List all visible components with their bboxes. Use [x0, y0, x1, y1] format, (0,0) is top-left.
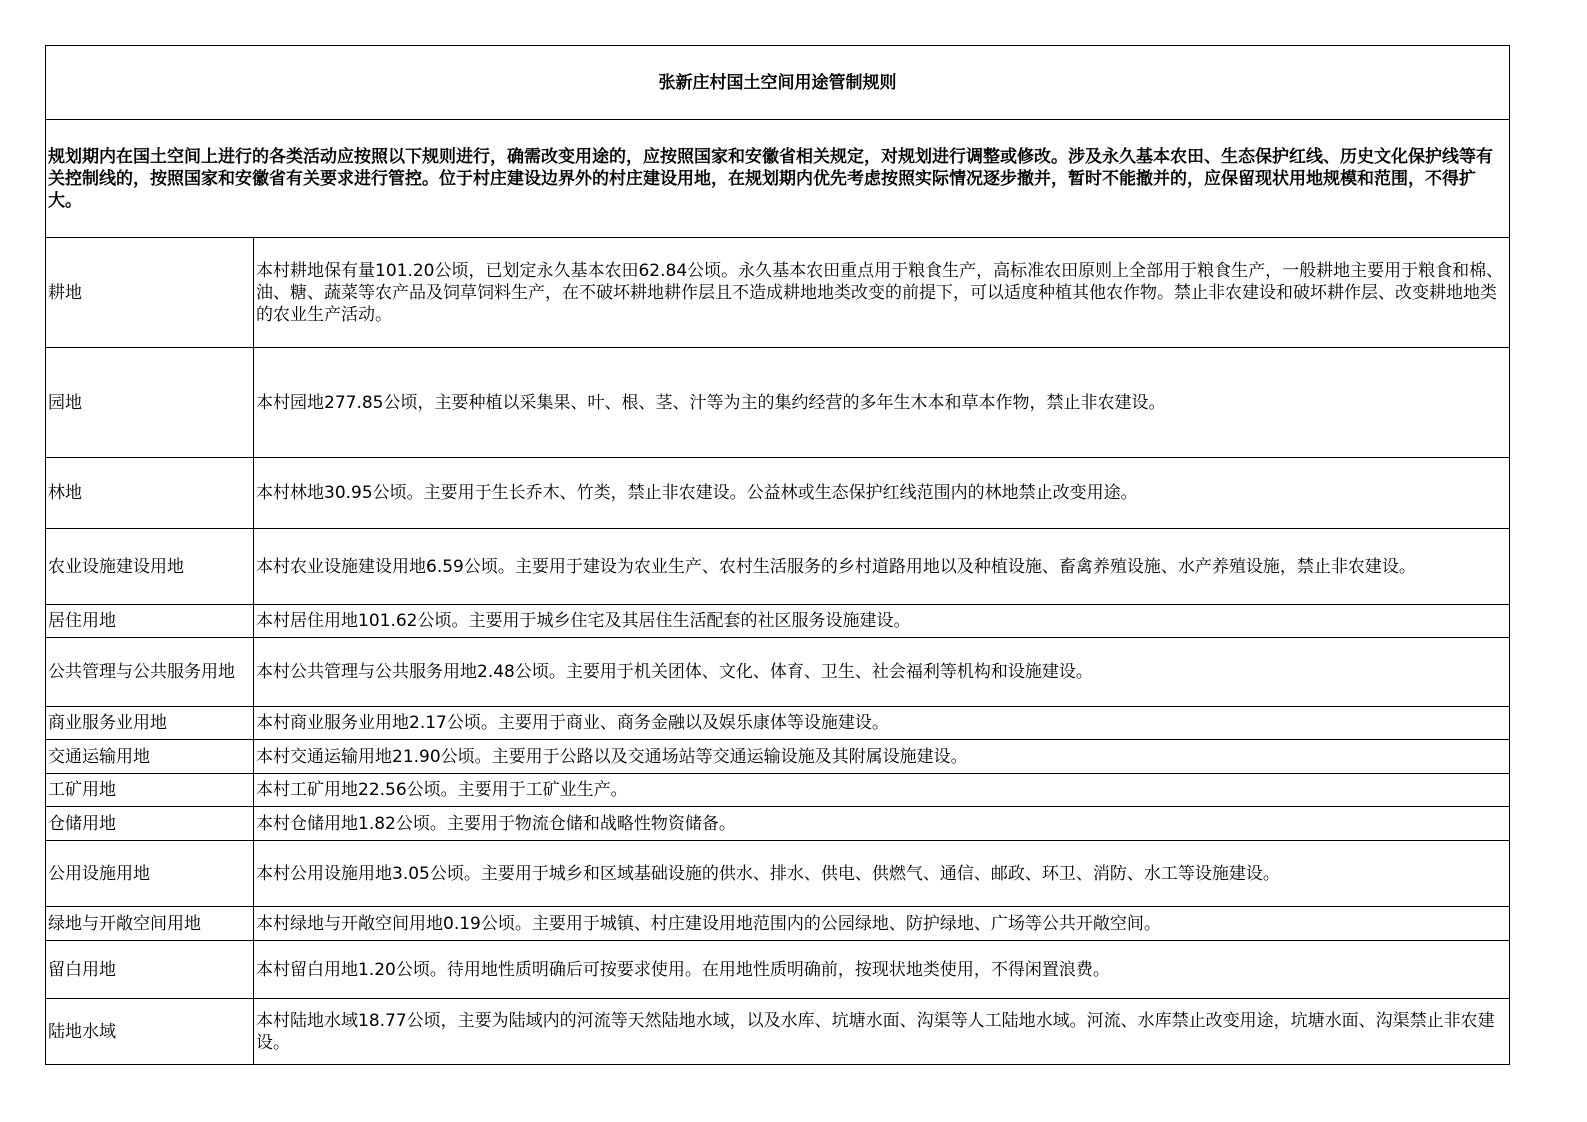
description-cell: 本村园地277.85公顷，主要种植以采集果、叶、根、茎、汁等为主的集约经营的多年生木本和草本作物，禁止非农建设。 [254, 348, 1510, 458]
category-cell: 仓储用地 [46, 807, 254, 841]
table-title: 张新庄村国土空间用途管制规则 [46, 46, 1510, 120]
category-cell: 工矿用地 [46, 774, 254, 807]
category-cell: 陆地水域 [46, 999, 254, 1065]
table-row [46, 458, 1510, 529]
table-row [46, 841, 1510, 907]
category-cell: 留白用地 [46, 941, 254, 999]
title-row [46, 46, 1510, 120]
category-cell: 园地 [46, 348, 254, 458]
description-cell: 本村公共管理与公共服务用地2.48公顷。主要用于机关团体、文化、体育、卫生、社会福利等机构和设施建设。 [254, 638, 1510, 707]
description-cell: 本村工矿用地22.56公顷。主要用于工矿业生产。 [254, 774, 1510, 807]
category-cell: 耕地 [46, 238, 254, 348]
table-row [46, 238, 1510, 348]
table-row [46, 907, 1510, 941]
category-cell: 居住用地 [46, 605, 254, 638]
description-cell: 本村留白用地1.20公顷。待用地性质明确后可按要求使用。在用地性质明确前，按现状地类使用，不得闲置浪费。 [254, 941, 1510, 999]
description-cell: 本村居住用地101.62公顷。主要用于城乡住宅及其居住生活配套的社区服务设施建设。 [254, 605, 1510, 638]
description-cell: 本村仓储用地1.82公顷。主要用于物流仓储和战略性物资储备。 [254, 807, 1510, 841]
description-cell: 本村公用设施用地3.05公顷。主要用于城乡和区域基础设施的供水、排水、供电、供燃气、通信、邮政、环卫、消防、水工等设施建设。 [254, 841, 1510, 907]
table-row [46, 529, 1510, 605]
category-cell: 交通运输用地 [46, 740, 254, 774]
description-cell: 本村绿地与开敞空间用地0.19公顷。主要用于城镇、村庄建设用地范围内的公园绿地、防护绿地、广场等公共开敞空间。 [254, 907, 1510, 941]
category-cell: 公用设施用地 [46, 841, 254, 907]
table-row [46, 638, 1510, 707]
table-row [46, 941, 1510, 999]
category-cell: 农业设施建设用地 [46, 529, 254, 605]
description-cell: 本村林地30.95公顷。主要用于生长乔木、竹类，禁止非农建设。公益林或生态保护红线范围内的林地禁止改变用途。 [254, 458, 1510, 529]
description-cell: 本村耕地保有量101.20公顷，已划定永久基本农田62.84公顷。永久基本农田重点用于粮食生产，高标准农田原则上全部用于粮食生产，一般耕地主要用于粮食和棉、油、糖、蔬菜等农产品及饲草饲料生产，在不破坏耕地耕作层且不造成耕地地类改变的前提下，可以适度种植其他农作物。禁止非农建设和破坏耕作层、改变耕地地类的农业生产活动。 [254, 238, 1510, 348]
description-cell: 本村商业服务业用地2.17公顷。主要用于商业、商务金融以及娱乐康体等设施建设。 [254, 707, 1510, 740]
category-cell: 商业服务业用地 [46, 707, 254, 740]
land-use-rules-table [45, 45, 1510, 1065]
table-row [46, 348, 1510, 458]
intro-row [46, 120, 1510, 238]
table-row [46, 707, 1510, 740]
intro-paragraph: 规划期内在国土空间上进行的各类活动应按照以下规则进行，确需改变用途的，应按照国家和安徽省相关规定，对规划进行调整或修改。涉及永久基本农田、生态保护红线、历史文化保护线等有关控制线的，按照国家和安徽省有关要求进行管控。位于村庄建设边界外的村庄建设用地，在规划期内优先考虑按照实际情况逐步撤并，暂时不能撤并的，应保留现状用地规模和范围，不得扩大。 [46, 120, 1510, 238]
category-cell: 林地 [46, 458, 254, 529]
table-row [46, 774, 1510, 807]
description-cell: 本村陆地水域18.77公顷，主要为陆域内的河流等天然陆地水域，以及水库、坑塘水面、沟渠等人工陆地水域。河流、水库禁止改变用途，坑塘水面、沟渠禁止非农建设。 [254, 999, 1510, 1065]
description-cell: 本村交通运输用地21.90公顷。主要用于公路以及交通场站等交通运输设施及其附属设施建设。 [254, 740, 1510, 774]
table-row [46, 740, 1510, 774]
category-cell: 绿地与开敞空间用地 [46, 907, 254, 941]
table-row [46, 807, 1510, 841]
category-cell: 公共管理与公共服务用地 [46, 638, 254, 707]
description-cell: 本村农业设施建设用地6.59公顷。主要用于建设为农业生产、农村生活服务的乡村道路用地以及种植设施、畜禽养殖设施、水产养殖设施，禁止非农建设。 [254, 529, 1510, 605]
table-row [46, 605, 1510, 638]
table-row [46, 999, 1510, 1065]
